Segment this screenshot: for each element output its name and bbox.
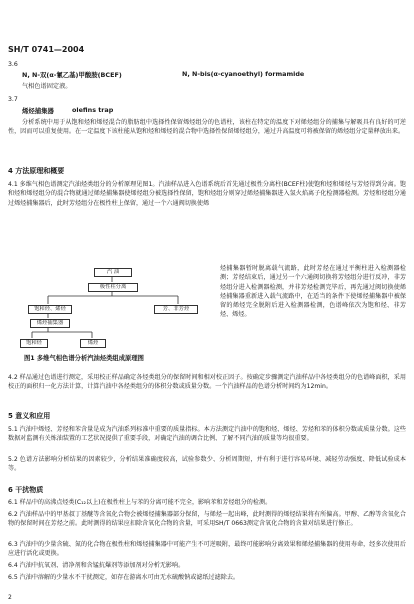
section-6-title: 6 干扰物质 [8, 486, 44, 494]
paragraph-6-4: 6.4 汽油中抗氧剂、清净剂和含锰抗爆剂等添加剂对分析无影响。 [8, 562, 185, 569]
term-bcef-en: N, N-bis(α-cyanoethyl) formamide [182, 70, 305, 78]
paragraph-6-2: 6.2 汽油样品中的甲基叔丁基醚等含氧化合物会被烯烃捕集器部分保留，与烯烃一起出峰，此时测得的烯烃结果将有所偏高。甲醇、乙醇等含氧化合物的保留时间在芳烃之前。此时测得的结果应扣除含氧化合物的含量，可采用SH/T 0663测定含氧化合物的含量对结果进行修正。 [8, 511, 406, 528]
paragraph-6-1: 6.1 样品中的高沸点烃类(C₁₂以上)在极性柱上与苯的分离可能不完全，影响苯和芳烃组分的检测。 [8, 499, 272, 506]
box-gasoline: 汽 油 [94, 268, 132, 277]
section-5-title: 5 意义和应用 [8, 412, 51, 420]
figure-1-flowchart [28, 266, 196, 352]
paragraph-4-1b: 烃捕集器暂时脱离载气流路，此时芳烃在通过平衡柱进入检测器检测；芳烃结束后，通过另一个六通阀切换将芳烃组分进行反冲，非芳烃组分进入检测器检测，并非芳烃检测完毕后，再先通过阀切换使烯烃捕集器重新进入载气流路中，在适当的条件下使烯烃捕集器中被保留的烯烃完全脱附后进入检测器检测，色谱峰依次为饱和烃、非芳烃、烯烃。 [220, 265, 406, 319]
term-olefin-trap-cn: 烯烃捕集器 [22, 107, 54, 115]
paragraph-6-3: 6.3 汽油中的少量含硫、氮的化合物在极性柱和烯烃捕集器中可能产生不可逆吸附，最终可能影响分离效果和烯烃捕集器的使用寿命，经多次使用后应进行活化或更换。 [8, 541, 406, 558]
paragraph-4-2: 4.2 样品通过色谱进行测定，采用校正样品确定各烃类组分的保留时间和相对校正因子。按确定步骤测定汽油样品中各烃类组分的色谱峰面积，采用校正的面积归一化方法计算，计算汽油中各烃类组分的体积分数或质量分数。一个汽油样品的色谱分析时间约为12min。 [8, 374, 406, 391]
box-olefins: 烯烃 [80, 339, 106, 348]
paragraph-4-1a: 4.1 多维气相色谱测定汽油烃类组分的分析原理见图1。汽油样品进入色谱系统后首先通过极性分离柱(BCEF柱)使饱和烃和烯烃与芳烃得到分离。饱和烃和烯烃组分的混合物就通过烯烃捕集器使烯烃组分被选择性保留，饱和烃组分则穿过烯烃捕集器进入氢火焰离子化检测器检测。芳烃和烃组分通过烯烃捕集器后，此时芳烃组分在极性柱上保留，通过一个六通阀切换使烯 [8, 181, 406, 207]
section-3-6-number: 3.6 [8, 61, 18, 68]
box-aromatics-nonaromatics: 芳、非芳烃 [154, 305, 198, 314]
section-4-title: 4 方法原理和概要 [8, 167, 65, 175]
page-number: 2 [8, 594, 12, 601]
term-olefin-trap-def: 分析系统中用于从饱和烃和烯烃混合的脂肪组中选择性保留烯烃组分的色谱柱，该柱在特定的温度下对烯烃组分的捕集与解吸具有良好的可逆性，因而可以重复使用。在一定温度下该柱能从饱和烃和烯烃的混合物中选择性保留烯烃组分，通过升高温度可将被保留的烯烃组分定量释放出来。 [8, 119, 406, 136]
box-olefin-trap: 烯烃捕集器 [30, 319, 70, 328]
term-olefin-trap-en: olefins trap [72, 106, 114, 114]
box-saturates: 饱和烃 [20, 339, 48, 348]
document-header: SH/T 0741—2004 [8, 45, 85, 54]
paragraph-5-2: 5.2 色谱方法影响分析结果的因素较少，分析结果准确度较高，试验参数少、分析周期短，并有利于进行容易环境、减轻劳动强度、降低试验成本等。 [8, 456, 406, 473]
paragraph-6-5: 6.5 汽油中溶解的少量水不干扰测定，如存在游离水可由无水硫酸钠或滤纸过滤除去。 [8, 574, 240, 581]
section-3-7-number: 3.7 [8, 96, 18, 103]
paragraph-5-1: 5.1 汽油中烯烃、芳烃和苯含量是成为汽油系列标准中重要的质量指标。本方法测定汽油中的饱和烃、烯烃、芳烃和苯的体积分数或质量分数。这些数据对监测有关炼油装置的工艺状况提供了重要手段，对确定汽油的调合比例、了解不同汽油的质量等均很重要。 [8, 426, 406, 443]
box-polar-column: 极性柱分离 [88, 283, 138, 292]
figure-1-caption: 图1 多维气相色谱分析汽油烃类组成原理图 [24, 355, 144, 362]
term-bcef-cn: N, N-双(α-氰乙基)甲酸胺(BCEF) [22, 71, 122, 79]
box-saturates-olefins: 饱和烃、烯烃 [28, 305, 72, 314]
term-bcef-def: 气相色谱固定液。 [22, 83, 72, 90]
